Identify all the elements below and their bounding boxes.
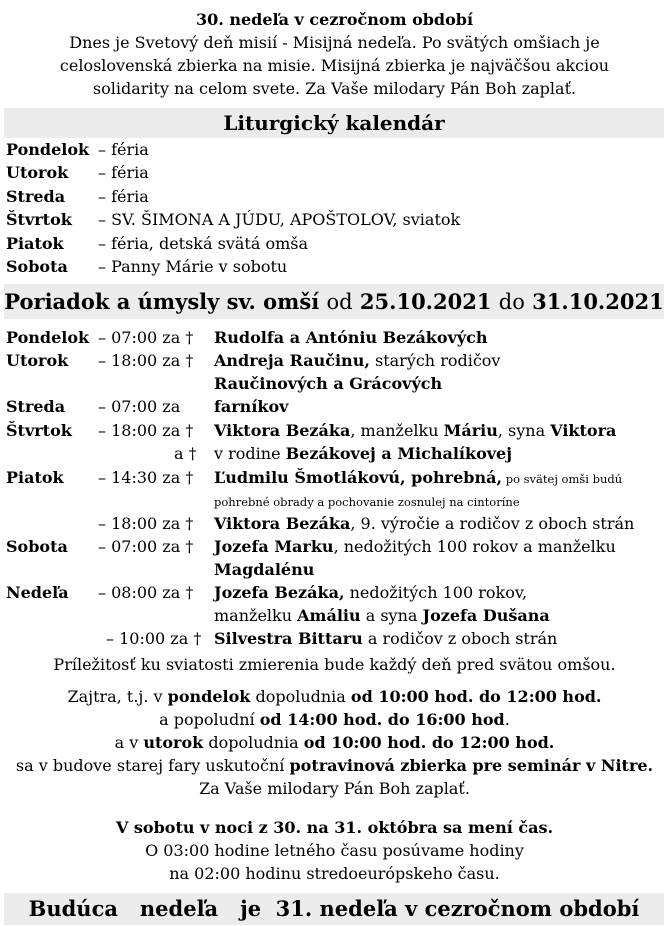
mass-time: – 10:00 za †	[106, 628, 202, 648]
mass-intention: Andreja Raučinu, starých rodičov Raučinových a Grácových	[214, 351, 501, 394]
mass-row	[6, 581, 666, 627]
mass-row	[6, 326, 666, 349]
mass-time: – 18:00 za †	[98, 420, 194, 440]
confession-note: Príležitosť ku sviatosti zmierenia bude každý deň pred svätou omšou.	[53, 655, 616, 674]
mass-intention: v rodine Bezákovej a Michalíkovej	[214, 444, 513, 464]
calendar-day: Pondelok	[6, 140, 90, 159]
mass-time: – 08:00 za †	[98, 582, 194, 602]
calendar-desc: – féria	[98, 163, 149, 183]
mass-intention: Jozefa Bezáka, nedožitých 100 rokov, manželku Amáliu a syna Jozefa Dušana	[214, 582, 550, 625]
mass-time: – 18:00 za †	[98, 513, 194, 533]
masses-date-from: 25.10.2021	[359, 289, 492, 314]
mass-day: Piatok	[6, 467, 64, 487]
mass-time: – 07:00 za †	[98, 328, 194, 347]
calendar-day: Štvrtok	[6, 210, 72, 230]
mass-row	[6, 512, 666, 535]
next-sunday-heading: Budúca nedeľa je 31. nedeľa v cezročnom období	[4, 893, 664, 925]
mass-schedule	[6, 326, 666, 650]
intro-line: celoslovenská zbierka na misie. Misijná zbierka je najväčšou akciou	[59, 56, 610, 75]
mass-row	[6, 466, 666, 512]
mass-time: – 14:30 za †	[98, 467, 194, 487]
calendar-heading: Liturgický kalendár	[4, 108, 664, 138]
mass-intention: Silvestra Bittaru a rodičov z oboch strán	[214, 628, 558, 648]
mass-day: Sobota	[6, 536, 68, 556]
intro-line: solidarity na celom svete. Za Vaše milodary Pán Boh zaplať.	[92, 79, 577, 98]
intro-line: Dnes je Svetový deň misií - Misijná nedeľa. Po svätých omšiach je	[69, 33, 600, 52]
calendar-day: Streda	[6, 186, 66, 206]
mass-intention: Jozefa Marku, nedožitých 100 rokov a manželku Magdalénu	[214, 536, 616, 579]
calendar-day: Sobota	[6, 256, 68, 276]
mass-intention: farníkov	[214, 397, 289, 417]
mass-day: Štvrtok	[6, 420, 72, 440]
mass-time: – 07:00 za †	[98, 536, 194, 556]
masses-heading	[4, 284, 664, 319]
mass-time: – 07:00 za	[98, 397, 181, 417]
calendar-desc: – féria, detská svätá omša	[98, 233, 309, 253]
mass-row	[6, 349, 666, 395]
calendar-desc: – féria	[98, 186, 149, 206]
mass-intention: Ľudmilu Šmotlákovú, pohrebná, po svätej omši budú pohrebné obrady a pochovanie zosnulej na cintoríne	[214, 467, 623, 509]
mass-day: Pondelok	[6, 328, 90, 347]
mass-row	[6, 442, 666, 465]
intro-section	[0, 8, 669, 100]
mass-row	[6, 535, 666, 581]
calendar-day: Piatok	[6, 233, 64, 253]
mass-row	[6, 627, 666, 650]
masses-heading-od: od	[326, 290, 353, 314]
sunday-title: 30. nedeľa v cezročnom období	[195, 10, 474, 29]
calendar-desc: – SV. ŠIMONA A JÚDU, APOŠTOLOV, sviatok	[98, 210, 461, 230]
masses-heading-title: Poriadok a úmysly sv. omší	[4, 289, 320, 314]
mass-intention: Viktora Bezáka, 9. výročie a rodičov z oboch strán	[214, 513, 635, 533]
mass-intention: Viktora Bezáka, manželku Máriu, syna Viktora	[214, 420, 617, 440]
mass-row	[6, 419, 666, 442]
calendar-desc: – Panny Márie v sobotu	[98, 256, 288, 276]
mass-time: – 18:00 za †	[98, 351, 194, 371]
time-change-note: V sobotu v noci z 30. na 31. októbra sa mení čas. O 03:00 hodine letného času posúvame hodiny na 02:00 hodinu stredoeurópskeho času.	[115, 818, 554, 883]
food-collection-note: Zajtra, t.j. v pondelok dopoludnia od 10:00 hod. do 12:00 hod. a popoludní od 14:00 hod. do 16:00 hod. a v utorok dopoludnia od 10:00 hod. do 12:00 hod. sa v budove starej fary uskutoční potravinová zbierka pre seminár v Nitre. Za Vaše milodary Pán Boh zaplať.	[15, 687, 654, 798]
mass-row	[6, 395, 666, 418]
mass-time: a †	[174, 444, 197, 464]
mass-day: Nedeľa	[6, 582, 69, 602]
calendar-desc: – féria	[98, 140, 149, 159]
masses-heading-do: do	[498, 290, 525, 314]
mass-intention: Rudolfa a Antóniu Bezákových	[214, 328, 488, 347]
mass-day: Streda	[6, 397, 66, 417]
masses-date-to: 31.10.2021	[532, 289, 664, 314]
calendar-day: Utorok	[6, 163, 69, 183]
mass-day: Utorok	[6, 351, 69, 371]
